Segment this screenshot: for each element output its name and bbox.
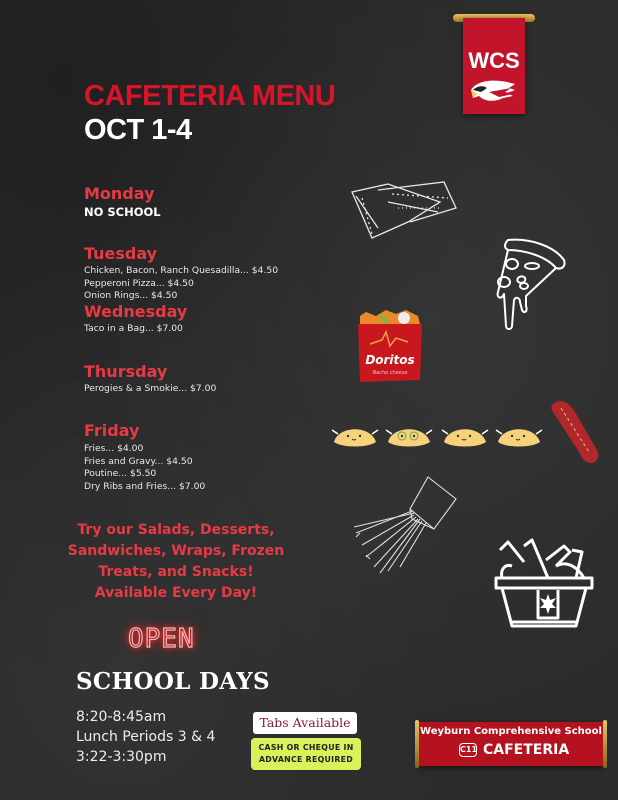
cafeteria-label: CAFETERIA <box>483 742 570 758</box>
banner-pin-right <box>603 720 607 768</box>
cafeteria-label-row <box>459 742 569 758</box>
wcs-logo-banner <box>459 14 529 114</box>
menu-day-tuesday <box>84 245 278 303</box>
payment-note-line: CASH OR CHEQUE IN <box>258 743 354 752</box>
menu-day-thursday <box>84 363 216 396</box>
open-neon-sign: OPEN <box>128 624 195 654</box>
promo-line: Available Every Day! <box>94 585 258 601</box>
menu-item: Onion Rings... $4.50 <box>84 290 178 302</box>
svg-text:Doritos: Doritos <box>365 353 415 367</box>
doritos-bag-icon <box>356 310 426 384</box>
menu-item: Perogies & a Smokie... $7.00 <box>84 383 217 394</box>
payment-note-line: ADVANCE REQUIRED <box>258 755 354 764</box>
cafeteria-icon: C11 <box>459 743 477 757</box>
banner-cloth <box>463 18 525 114</box>
school-name: Weyburn Comprehensive School <box>420 726 602 737</box>
menu-day-monday <box>84 185 161 219</box>
promo-text <box>58 520 294 604</box>
no-school-note: NO SCHOOL <box>84 205 161 219</box>
payment-note-badge <box>251 738 361 770</box>
footer-banner <box>415 722 607 766</box>
day-label: Wednesday <box>84 302 188 321</box>
day-label: Thursday <box>84 362 168 381</box>
banner-pin-left <box>415 720 419 768</box>
tabs-available-badge: Tabs Available <box>253 712 357 734</box>
pizza-slice-icon <box>494 236 570 332</box>
quesadilla-icon <box>348 178 468 248</box>
day-label: Monday <box>84 184 155 203</box>
promo-line: Treats, and Snacks! <box>98 564 254 580</box>
day-label: Tuesday <box>84 244 158 263</box>
menu-day-friday <box>84 422 205 493</box>
logo-text: WCS <box>468 48 520 73</box>
date-range: OCT 1-4 <box>84 114 192 146</box>
page-title: CAFETERIA MENU <box>84 80 336 112</box>
fries-icon <box>352 475 462 575</box>
school-days-heading: SCHOOL DAYS <box>76 668 270 695</box>
smokie-sausage-icon <box>545 396 605 468</box>
perogies-icon <box>330 420 544 450</box>
hours-line: Lunch Periods 3 & 4 <box>76 729 216 745</box>
menu-item: Chicken, Bacon, Ranch Quesadilla... $4.50 <box>84 265 279 276</box>
day-label: Friday <box>84 421 140 440</box>
hours-line: 3:22-3:30pm <box>76 749 167 765</box>
eagle-icon <box>469 78 519 104</box>
poutine-basket-icon <box>494 534 594 634</box>
hours-line: 8:20-8:45am <box>76 709 167 725</box>
menu-item: Fries... $4.00 <box>84 443 144 454</box>
svg-text:Nacho cheese: Nacho cheese <box>372 370 408 376</box>
promo-line: Sandwiches, Wraps, Frozen <box>67 543 285 559</box>
menu-item: Dry Ribs and Fries... $7.00 <box>84 480 206 492</box>
menu-item: Pepperoni Pizza... $4.50 <box>84 277 194 289</box>
footer-banner-cloth <box>419 722 603 766</box>
promo-line: Try our Salads, Desserts, <box>77 522 275 538</box>
menu-item: Poutine... $5.50 <box>84 468 157 480</box>
menu-item: Taco in a Bag... $7.00 <box>84 323 183 334</box>
menu-item: Fries and Gravy... $4.50 <box>84 455 193 467</box>
menu-day-wednesday <box>84 303 187 336</box>
hours-list <box>76 707 215 767</box>
